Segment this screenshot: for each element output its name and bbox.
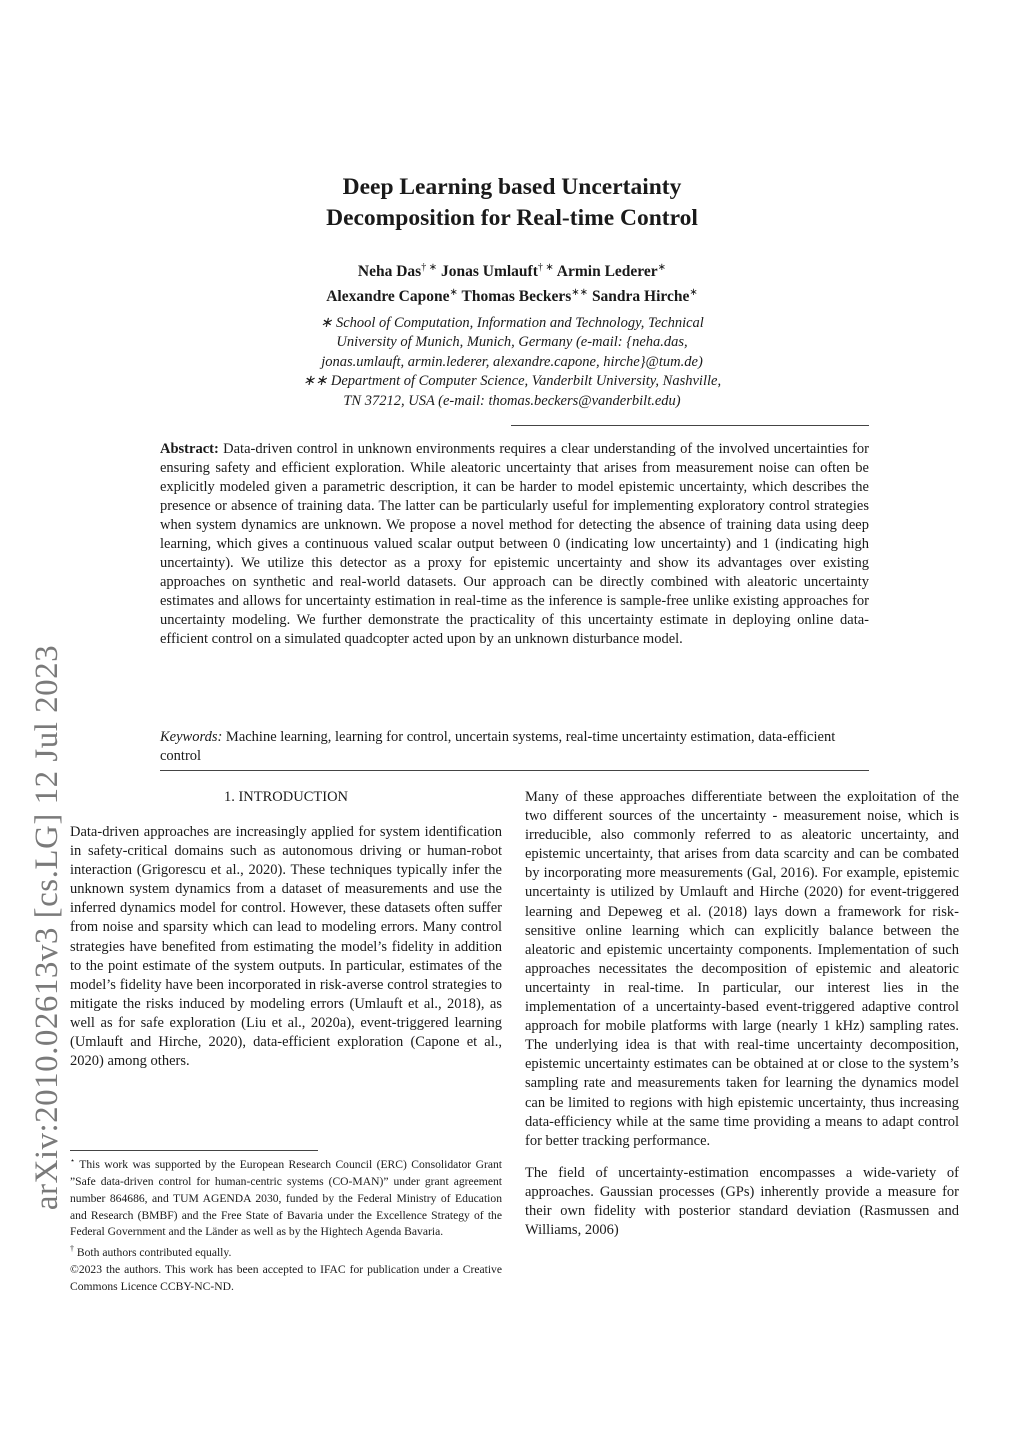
author-mark: ∗ [449,287,458,299]
author-mark: ∗∗ [571,287,589,299]
affiliation-line: TN 37212, USA (e-mail: thomas.beckers@vanderbilt.edu) [343,392,681,409]
equal-mark: † [70,1244,74,1254]
paragraph: Data-driven approaches are increasingly applied for system identification in safety-critical domains such as autonomous driving or human-robot interaction (Grigorescu et al., 2020). These techniques typically infer the unknown system dynamics from a dataset of measurements and use the inferred dynamics model for control. However, these datasets often suffer from noise and sparsity which can lead to modeling errors. Many control strategies have benefited from estimating the model’s fidelity in addition to the point estimate of the system outputs. In particular, estimates of the model’s fidelity have been incorporated in risk-averse control strategies to mitigate the risks induced by modeling errors (Umlauft et al., 2018), as well as for safe exploration (Liu et al., 2020a), event-triggered learning (Umlauft and Hirche, 2020), data-efficient exploration (Capone et al., 2020) among others. [70,824,502,1070]
author-name: Neha Das [357,263,422,281]
author-list [160,257,864,307]
paragraph: The field of uncertainty-estimation encompasses a wide-variety of approaches. Gaussian processes (GPs) inherently provide a measure for their own fidelity with posterior standard deviation (Rasmussen and Williams, 2006) [525,1164,959,1239]
arxiv-stamp [28,462,68,1392]
author-line-2 [160,282,864,307]
right-column [525,788,959,1240]
abstract-label: Abstract: [160,441,219,457]
author-name: Thomas Beckers [461,288,572,306]
title-line-1: Deep Learning based Uncertainty [342,174,682,200]
section-heading: 1. INTRODUCTION [223,789,349,805]
author-name: Jonas Umlauft [440,263,538,281]
affiliation-line: ∗ School of Computation, Information and Technology, Technical [320,315,704,331]
copyright-icon: © [70,1263,79,1277]
copyright-text: 2023 the authors. This work has been accepted to IFAC for publication under a Creative Commons Licence CCBY-NC-ND. [70,1263,502,1294]
abstract-text: Data-driven control in unknown environments requires a clear understanding of the involved uncertainties for ensuring safety and efficient exploration. While aleatoric uncertainty that arises from measurement noise can often be explicitly modeled given a parametric description, it can be harder to model epistemic uncertainty, which describes the presence or absence of training data. The latter can be particularly useful for implementing exploratory control strategies when system dynamics are unknown. We propose a novel method for detecting the absence of training data using deep learning, which gives a continuous valued scalar output between 0 (indicating low uncertainty) and 1 (indicating high uncertainty). We utilize this detector as a proxy for epistemic uncertainty and show its advantages over existing approaches on synthetic and real-world datasets. Our approach can be directly combined with aleatoric uncertainty estimates and allows for uncertainty estimation in real-time as the inference is sample-free unlike existing approaches for uncertainty modeling. We further demonstrate the practicality of this uncertainty estimate in deploying online data-efficient control on a simulated quadcopter acted upon by an unknown disturbance model. [160,441,870,647]
keywords-text: Machine learning, learning for control, uncertain systems, real-time uncertainty estimation, data-efficient control [160,729,836,764]
affiliations [160,314,864,411]
copyright-footnote [70,1262,502,1296]
funding-text: This work was supported by the European Research Council (ERC) Consolidator Grant ”Safe data-driven control for human-centric systems (CO-MAN)” under grant agreement number 864686, and TUM AGENDA 2030, funded by the Federal Ministry of Education and Research (BMBF) and the Free State of Bavaria under the Excellence Strategy of the Federal Government and the Länder as well as by the Hightech Agenda Bavaria. [70,1157,502,1239]
author-mark: ∗ [689,287,698,299]
affiliation-line: University of Munich, Munich, Germany (e-mail: {neha.das, [336,334,688,351]
author-name: Armin Lederer [556,263,658,281]
abstract-bottom-rule [160,770,869,771]
author-mark: † ∗ [537,262,554,273]
keywords [160,728,869,766]
abstract-top-rule [511,425,869,426]
funding-footnote [70,1153,502,1241]
paper-title [160,172,864,234]
author-mark: † ∗ [421,262,438,273]
abstract [160,440,869,649]
affiliation-line: jonas.umlauft, armin.lederer, alexandre.capone, hirche}@tum.de) [321,353,703,370]
left-column [70,823,502,1071]
author-mark: ∗ [657,262,667,273]
title-line-2: Decomposition for Real-time Control [326,205,698,231]
arxiv-identifier: arXiv:2010.02613v3 [cs.LG] 12 Jul 2023 [29,644,66,1210]
affiliation-line: ∗∗ Department of Computer Science, Vanderbilt University, Nashville, [302,373,722,390]
equal-contribution-footnote [70,1241,502,1262]
keywords-label: Keywords: [160,729,223,745]
author-name: Alexandre Capone [326,288,450,306]
author-name: Sandra Hirche [591,288,690,306]
author-line-1 [160,257,864,282]
paragraph: Many of these approaches differentiate between the exploitation of the two different sources of the uncertainty - measurement noise, which is irreducible, also commonly referred to as aleatoric uncertainty, and epistemic uncertainty, that arises from data scarcity and can be combated by incorporating more measurements (Gal, 2016). For example, epistemic uncertainty is utilized by Umlauft and Hirche (2020) for event-triggered learning and Depeweg et al. (2018) lays down a framework for risk-sensitive online learning which can explicitly balance between the aleatoric and epistemic uncertainty components. Implementation of such approaches necessitates the decomposition of epistemic and aleatoric uncertainty in real-time. In particular, our interest lies in the implementation of a uncertainty-based event-triggered adaptive control approach for mobile platforms with large (nearly 1 kHz) sampling rates. The underlying idea is that with real-time uncertainty decomposition, epistemic uncertainty estimates can be obtained at or close to the system’s sampling rate and measurements taken for learning the dynamics model can be limited to regions with high epistemic uncertainty, thus increasing data-efficiency while at the same time providing a means to adapt control for better tracking performance. [525,789,959,1149]
footnotes [70,1153,502,1296]
equal-text: Both authors contributed equally. [76,1246,232,1260]
footnote-rule [70,1150,318,1151]
funding-mark: ⋆ [70,1156,76,1165]
